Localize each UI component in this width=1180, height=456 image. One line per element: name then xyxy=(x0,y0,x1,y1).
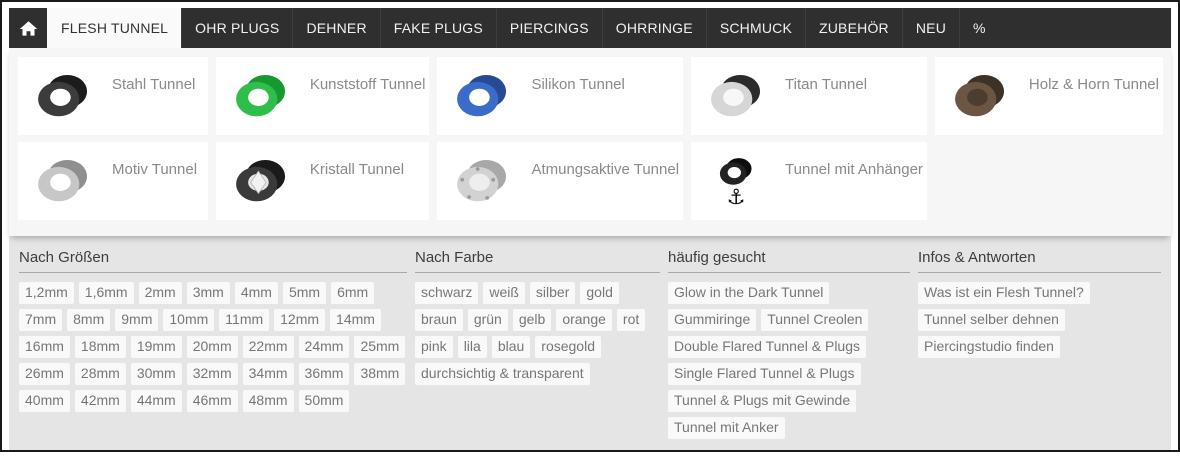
color-chip[interactable]: schwarz xyxy=(415,282,478,304)
search-chip[interactable]: Gummiringe xyxy=(668,309,756,331)
category-tile-kristall-tunnel[interactable] xyxy=(216,142,430,220)
filters-panel xyxy=(9,236,1171,450)
color-chip[interactable]: rot xyxy=(617,309,645,331)
size-chip[interactable]: 5mm xyxy=(283,282,326,304)
nav-tab-ohrringe[interactable]: OHRRINGE xyxy=(602,8,706,48)
filter-column-title-colors: Nach Farbe xyxy=(415,249,660,273)
category-tile-label: Tunnel mit Anhänger xyxy=(785,161,923,178)
size-chip[interactable]: 4mm xyxy=(235,282,278,304)
search-chip[interactable]: Tunnel mit Anker xyxy=(668,417,785,439)
color-chip[interactable]: weiß xyxy=(483,282,525,304)
size-chip[interactable]: 20mm xyxy=(187,336,238,358)
color-chip[interactable]: braun xyxy=(415,309,463,331)
size-chip[interactable]: 22mm xyxy=(243,336,294,358)
size-chip[interactable]: 40mm xyxy=(19,390,70,412)
info-chip[interactable]: Piercingstudio finden xyxy=(918,336,1060,358)
home-icon xyxy=(19,19,38,38)
size-chip[interactable]: 34mm xyxy=(243,363,294,385)
color-chip[interactable]: durchsichtig & transparent xyxy=(415,363,590,385)
nav-tab-zubehoer[interactable]: ZUBEHÖR xyxy=(805,8,902,48)
size-chip[interactable]: 10mm xyxy=(163,309,214,331)
category-tile-label: Silikon Tunnel xyxy=(531,76,625,93)
category-tile-holz-horn-tunnel[interactable] xyxy=(935,57,1163,135)
size-chip[interactable]: 7mm xyxy=(19,309,62,331)
filter-column-frequently-searched xyxy=(668,249,910,450)
filter-column-colors xyxy=(415,249,660,450)
category-tile-tunnel-mit-anhaenger[interactable] xyxy=(691,142,927,220)
tiles-grid xyxy=(18,57,1163,220)
size-chip[interactable]: 3mm xyxy=(187,282,230,304)
size-chip[interactable]: 18mm xyxy=(75,336,126,358)
category-tile-kunststoff-tunnel[interactable] xyxy=(216,57,430,135)
size-chip[interactable]: 1,6mm xyxy=(79,282,134,304)
category-tile-titan-tunnel[interactable] xyxy=(691,57,927,135)
category-tile-atmungsaktive-tunnel[interactable] xyxy=(437,142,683,220)
infos-chip-list xyxy=(918,282,1161,358)
category-tile-motiv-tunnel[interactable] xyxy=(18,142,208,220)
pendant-tunnel-image xyxy=(699,144,773,218)
size-chip[interactable]: 28mm xyxy=(75,363,126,385)
nav-tab-schmuck[interactable]: SCHMUCK xyxy=(706,8,805,48)
category-tile-stahl-tunnel[interactable] xyxy=(18,57,208,135)
search-chip[interactable]: Single Flared Tunnel & Plugs xyxy=(668,363,861,385)
info-chip[interactable]: Was ist ein Flesh Tunnel? xyxy=(918,282,1090,304)
size-chip[interactable]: 32mm xyxy=(187,363,238,385)
nav-tab-flesh-tunnel[interactable]: FLESH TUNNEL xyxy=(47,8,181,48)
size-chip[interactable]: 30mm xyxy=(131,363,182,385)
search-chip[interactable]: Glow in the Dark Tunnel xyxy=(668,282,829,304)
color-chip[interactable]: grün xyxy=(468,309,508,331)
size-chip[interactable]: 50mm xyxy=(299,390,350,412)
search-chip[interactable]: Double Flared Tunnel & Plugs xyxy=(668,336,866,358)
size-chip[interactable]: 46mm xyxy=(187,390,238,412)
category-tile-label: Titan Tunnel xyxy=(785,76,868,93)
filter-column-sizes xyxy=(19,249,407,450)
search-chip[interactable]: Tunnel Creolen xyxy=(761,309,868,331)
size-chip[interactable]: 11mm xyxy=(219,309,269,331)
steel-tunnel-image xyxy=(26,59,100,133)
color-chip[interactable]: rosegold xyxy=(535,336,601,358)
wood-horn-tunnel-image xyxy=(943,59,1017,133)
size-chip[interactable]: 24mm xyxy=(299,336,350,358)
size-chip[interactable]: 48mm xyxy=(243,390,294,412)
nav-tab-neu[interactable]: NEU xyxy=(902,8,959,48)
size-chip[interactable]: 25mm xyxy=(354,336,405,358)
size-chip[interactable]: 9mm xyxy=(115,309,158,331)
size-chip[interactable]: 6mm xyxy=(331,282,374,304)
size-chip[interactable]: 12mm xyxy=(274,309,325,331)
size-chip[interactable]: 42mm xyxy=(75,390,126,412)
home-button[interactable] xyxy=(9,8,47,48)
nav-tab-sale-percent[interactable]: % xyxy=(959,8,999,48)
size-chip[interactable]: 14mm xyxy=(330,309,381,331)
color-chip[interactable]: gelb xyxy=(513,309,551,331)
crystal-tunnel-image xyxy=(224,144,298,218)
filter-column-title-frequently-searched: häufig gesucht xyxy=(668,249,910,273)
category-tile-label: Stahl Tunnel xyxy=(112,76,196,93)
nav-tabs xyxy=(47,8,999,48)
size-chip[interactable]: 8mm xyxy=(67,309,110,331)
anchor-icon: ⚓ xyxy=(726,185,746,209)
size-chip[interactable]: 1,2mm xyxy=(19,282,74,304)
size-chip[interactable]: 26mm xyxy=(19,363,70,385)
size-chip[interactable]: 19mm xyxy=(131,336,182,358)
category-tile-label: Holz & Horn Tunnel xyxy=(1028,76,1159,93)
nav-tab-fake-plugs[interactable]: FAKE PLUGS xyxy=(380,8,496,48)
size-chip[interactable]: 36mm xyxy=(299,363,350,385)
silicone-tunnel-image xyxy=(445,59,519,133)
frequently-searched-chip-list xyxy=(668,282,910,439)
category-tile-label: Atmungsaktive Tunnel xyxy=(531,161,680,178)
color-chip[interactable]: lila xyxy=(458,336,487,358)
nav-tab-ohr-plugs[interactable]: OHR PLUGS xyxy=(181,8,292,48)
size-chip[interactable]: 44mm xyxy=(131,390,182,412)
filter-column-title-sizes: Nach Größen xyxy=(19,249,407,273)
motif-tunnel-image xyxy=(26,144,100,218)
colors-chip-list xyxy=(415,282,660,385)
nav-tab-dehner[interactable]: DEHNER xyxy=(292,8,379,48)
filter-column-title-infos: Infos & Antworten xyxy=(918,249,1161,273)
size-chip[interactable]: 38mm xyxy=(354,363,405,385)
size-chip[interactable]: 16mm xyxy=(19,336,70,358)
category-tile-label: Motiv Tunnel xyxy=(112,161,198,178)
plastic-tunnel-image xyxy=(224,59,298,133)
nav-tab-piercings[interactable]: PIERCINGS xyxy=(496,8,602,48)
category-tile-silikon-tunnel[interactable] xyxy=(437,57,683,135)
category-tile-label: Kristall Tunnel xyxy=(309,161,405,178)
page-inner xyxy=(2,2,1178,450)
titanium-tunnel-image xyxy=(699,59,773,133)
color-chip[interactable]: silber xyxy=(530,282,575,304)
color-chip[interactable]: orange xyxy=(556,309,612,331)
color-chip[interactable]: blau xyxy=(492,336,530,358)
color-chip[interactable]: pink xyxy=(415,336,453,358)
info-chip[interactable]: Tunnel selber dehnen xyxy=(918,309,1065,331)
category-panel xyxy=(9,48,1171,236)
category-tile-label: Kunststoff Tunnel xyxy=(309,76,426,93)
main-navigation xyxy=(9,8,1171,48)
breathable-tunnel-image xyxy=(445,144,519,218)
filter-column-infos xyxy=(918,249,1161,450)
search-chip[interactable]: Tunnel & Plugs mit Gewinde xyxy=(668,390,856,412)
sizes-chip-list xyxy=(19,282,407,412)
size-chip[interactable]: 2mm xyxy=(139,282,182,304)
color-chip[interactable]: gold xyxy=(580,282,618,304)
